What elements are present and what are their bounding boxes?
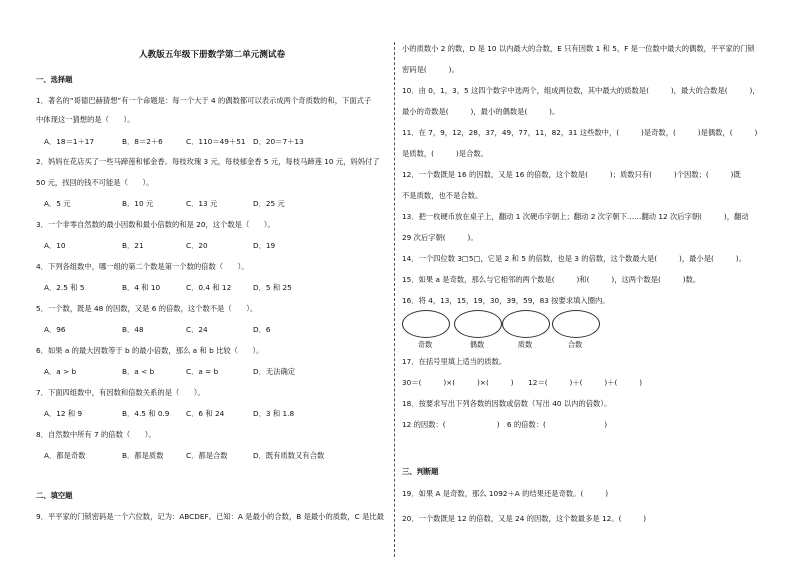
question-1-text-cont: 中体现这一猜想的是（ ）。 bbox=[36, 115, 135, 124]
q1-option-c: C．110＝49＋51 bbox=[186, 137, 246, 146]
question-18-formula: 12 的因数：( ) 6 的倍数：( ) bbox=[402, 420, 608, 429]
question-2-text-cont: 50 元，找回的钱不可能是（ ）。 bbox=[36, 178, 154, 187]
question-8-text: 8．自然数中所有 7 的倍数（ ）。 bbox=[36, 430, 156, 439]
question-13-text-cont: 29 次后字朝( )。 bbox=[402, 233, 478, 242]
column-divider bbox=[394, 42, 395, 557]
q1-option-b: B．8＝2＋6 bbox=[122, 137, 163, 146]
composite-circle bbox=[552, 310, 600, 338]
question-13-text: 13．把一枚硬币放在桌子上，翻动 1 次硬币字朝上；翻动 2 次字朝下……翻动 12 次后字朝( )，翻动 bbox=[402, 212, 749, 221]
composite-circle-label: 合数 bbox=[567, 340, 583, 349]
section-choice-heading: 一、选择题 bbox=[36, 75, 73, 84]
question-15-text: 15．如果 a 是奇数，那么与它相邻的两个数是( )和( )，这两个数是( )数。 bbox=[402, 275, 701, 284]
question-10-text: 10．由 0，1，3，5 这四个数字中选两个，组成两位数，其中最大的质数是( )，最大的合数是( )， bbox=[402, 86, 760, 95]
question-12-text-cont: 不是质数，也不是合数。 bbox=[402, 191, 483, 200]
q8-option-c: C．都是合数 bbox=[186, 451, 228, 460]
question-6-text: 6．如果 a 的最大因数等于 b 的最小倍数，那么 a 和 b 比较（ ）。 bbox=[36, 346, 264, 355]
q5-option-c: C．24 bbox=[186, 325, 208, 334]
q8-option-d: D．既有质数又有合数 bbox=[253, 451, 325, 460]
question-12-text: 12．一个数既是 16 的因数，又是 16 的倍数，这个数是( )；质数只有( )个因数；( )既 bbox=[402, 170, 741, 179]
question-14-text: 14．一个四位数 3□5□，它是 2 和 5 的倍数，也是 3 的倍数，这个数最大是( )，最小是( )。 bbox=[402, 254, 746, 263]
question-11-text-cont: 是质数，( )是合数。 bbox=[402, 149, 488, 158]
question-2-text: 2．妈妈在花店买了一些马蹄莲和郁金香。每枝玫瑰 3 元，每枝郁金香 5 元，每枝马蹄莲 10 元，妈妈付了 bbox=[36, 157, 380, 166]
q6-option-b: B．a < b bbox=[122, 367, 155, 376]
question-1-text: 1．著名的“哥德巴赫猜想”有一个命题是：每一个大于 4 的偶数都可以表示成两个奇质数的和，下面式子 bbox=[36, 96, 372, 105]
odd-circle-label: 奇数 bbox=[417, 340, 433, 349]
q6-option-c: C．a = b bbox=[186, 367, 219, 376]
q3-option-b: B．21 bbox=[122, 241, 144, 250]
q8-option-b: B．都是质数 bbox=[122, 451, 164, 460]
question-16-text: 16．将 4，13，15，19，30，39，59，83 按要求填入圈内。 bbox=[402, 296, 610, 305]
q6-option-a: A．a > b bbox=[44, 367, 77, 376]
question-7-text: 7．下面四组数中，有因数和倍数关系的是（ ）。 bbox=[36, 388, 205, 397]
question-9-text-end: 密码是( )。 bbox=[402, 65, 459, 74]
q4-option-c: C．0.4 和 12 bbox=[186, 283, 232, 292]
question-4-text: 4．下列各组数中，哪一组的第二个数是第一个数的倍数（ ）。 bbox=[36, 262, 249, 271]
question-20-text: 20．一个数既是 12 的倍数，又是 24 的因数，这个数最多是 12。( ) bbox=[402, 514, 647, 523]
q5-option-a: A．96 bbox=[44, 325, 66, 334]
q5-option-b: B．48 bbox=[122, 325, 144, 334]
question-9-text: 9．平平家的门锁密码是一个六位数，记为：ABCDEF。已知：A 是最小的合数，B 是最小的质数，C 是比最 bbox=[36, 512, 384, 521]
q7-option-a: A．12 和 9 bbox=[44, 409, 83, 418]
q6-option-d: D．无法确定 bbox=[253, 367, 296, 376]
question-17-formula: 30＝( )×( )×( ) 12＝( )＋( )＋( ) bbox=[402, 378, 643, 387]
even-circle-label: 偶数 bbox=[469, 340, 485, 349]
q7-option-d: D．3 和 1.8 bbox=[253, 409, 295, 418]
q1-option-a: A．18＝1＋17 bbox=[44, 137, 95, 146]
q4-option-b: B．4 和 10 bbox=[122, 283, 161, 292]
page-title: 人教版五年级下册数学第二单元测试卷 bbox=[138, 50, 286, 60]
question-17-text: 17．在括号里填上适当的质数。 bbox=[402, 357, 507, 366]
q7-option-b: B．4.5 和 0.9 bbox=[122, 409, 170, 418]
question-5-text: 5．一个数，既是 48 的因数，又是 6 的倍数，这个数不是（ ）。 bbox=[36, 304, 258, 313]
section-fill-heading: 二、填空题 bbox=[36, 491, 73, 500]
question-18-text: 18．按要求写出下列各数的因数或倍数（写出 40 以内的倍数）。 bbox=[402, 399, 612, 408]
q3-option-d: D．19 bbox=[253, 241, 276, 250]
even-circle bbox=[454, 310, 502, 338]
q4-option-a: A．2.5 和 5 bbox=[44, 283, 85, 292]
odd-circle bbox=[402, 310, 450, 338]
q4-option-d: D．5 和 25 bbox=[253, 283, 292, 292]
question-3-text: 3．一个非零自然数的最小因数和最小倍数的和是 20，这个数是（ ）。 bbox=[36, 220, 275, 229]
q2-option-a: A．5 元 bbox=[44, 199, 71, 208]
question-9-text-cont: 小的质数小 2 的数，D 是 10 以内最大的合数，E 只有因数 1 和 5，F 是一位数中最大的偶数，平平家的门锁 bbox=[402, 44, 755, 53]
question-10-text-cont: 最小的奇数是( )，最小的偶数是( )。 bbox=[402, 107, 560, 116]
number-sort-circles bbox=[402, 310, 702, 352]
question-11-text: 11．在 7，9，12，28，37，49，77，11，82，31 这些数中，( )是奇数，( )是偶数，( ) bbox=[402, 128, 758, 137]
q3-option-c: C．20 bbox=[186, 241, 208, 250]
prime-circle-label: 质数 bbox=[517, 340, 533, 349]
q8-option-a: A．都是奇数 bbox=[44, 451, 86, 460]
prime-circle bbox=[502, 310, 550, 338]
section-judge-heading: 三、判断题 bbox=[402, 467, 439, 476]
q2-option-d: D．25 元 bbox=[253, 199, 285, 208]
q2-option-b: B．10 元 bbox=[122, 199, 154, 208]
q1-option-d: D．20＝7＋13 bbox=[253, 137, 304, 146]
q7-option-c: C．6 和 24 bbox=[186, 409, 225, 418]
question-19-text: 19．如果 A 是奇数，那么 1092＋A 的结果还是奇数。( ) bbox=[402, 489, 609, 498]
q5-option-d: D．6 bbox=[253, 325, 271, 334]
q3-option-a: A．10 bbox=[44, 241, 66, 250]
q2-option-c: C．13 元 bbox=[186, 199, 218, 208]
